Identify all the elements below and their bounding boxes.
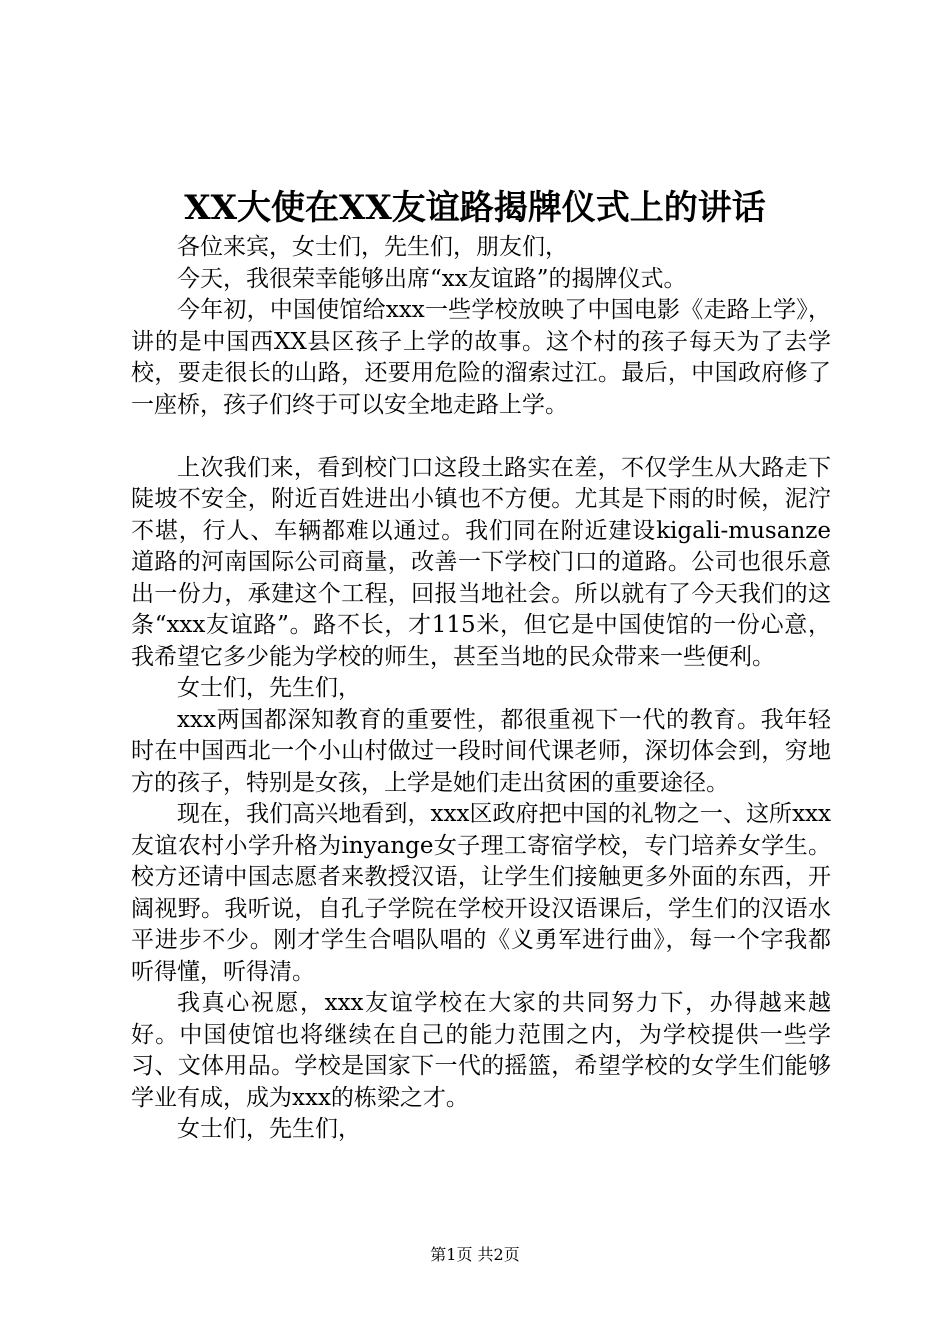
paragraph: 女士们，先生们， <box>177 1116 361 1142</box>
paragraph-spacer <box>131 421 831 453</box>
paragraph: xxx两国都深知教育的重要性，都很重视下一代的教育。我年轻时在中国西北一个小山村做过一段时间代课老师，深切体会到，穷地方的孩子，特别是女孩，上学是她们走出贫困的重要途径。 <box>131 706 831 796</box>
paragraph: 今年初，中国使馆给xxx一些学校放映了中国电影《走路上学》，讲的是中国西XX县区孩子上学的故事。这个村的孩子每天为了去学校，要走很长的山路，还要用危险的溜索过江。最后，中国政府修了一座桥，孩子们终于可以安全地走路上学。 <box>131 297 831 418</box>
paragraph: 女士们，先生们， <box>177 675 361 701</box>
document-body <box>131 232 831 1146</box>
paragraph: 今天，我很荣幸能够出席“xx友谊路”的揭牌仪式。 <box>177 265 687 292</box>
paragraph: 现在，我们高兴地看到，xxx区政府把中国的礼物之一、这所xxx友谊农村小学升格为inyange女子理工寄宿学校，专门培养女学生。校方还请中国志愿者来教授汉语，让学生们接触更多外面的东西，开阔视野。我听说，自孔子学院在学校开设汉语课后，学生们的汉语水平进步不少。刚才学生合唱队唱的《义勇军进行曲》，每一个字我都听得懂，听得清。 <box>131 801 831 985</box>
paragraph: 我真心祝愿，xxx友谊学校在大家的共同努力下，办得越来越好。中国使馆也将继续在自己的能力范围之内，为学校提供一些学习、文体用品。学校是国家下一代的摇篮，希望学校的女学生们能够学业有成，成为xxx的栋梁之才。 <box>131 990 831 1111</box>
paragraph: 上次我们来，看到校门口这段土路实在差，不仅学生从大路走下陡坡不安全，附近百姓进出小镇也不方便。尤其是下雨的时候，泥泞不堪，行人、车辆都难以通过。我们同在附近建设kigali-musanze道路的河南国际公司商量，改善一下学校门口的道路。公司也很乐意出一份力，承建这个工程，回报当地社会。所以就有了今天我们的这条“xxx友谊路”。路不长，才115米，但它是中国使馆的一份心意，我希望它多少能为学校的师生，甚至当地的民众带来一些便利。 <box>131 454 831 670</box>
page-number-footer: 第1页 共2页 <box>430 1245 520 1264</box>
greeting-paragraph: 各位来宾，女士们，先生们，朋友们， <box>177 234 568 260</box>
document-title: XX大使在XX友谊路揭牌仪式上的讲话 <box>184 188 766 228</box>
